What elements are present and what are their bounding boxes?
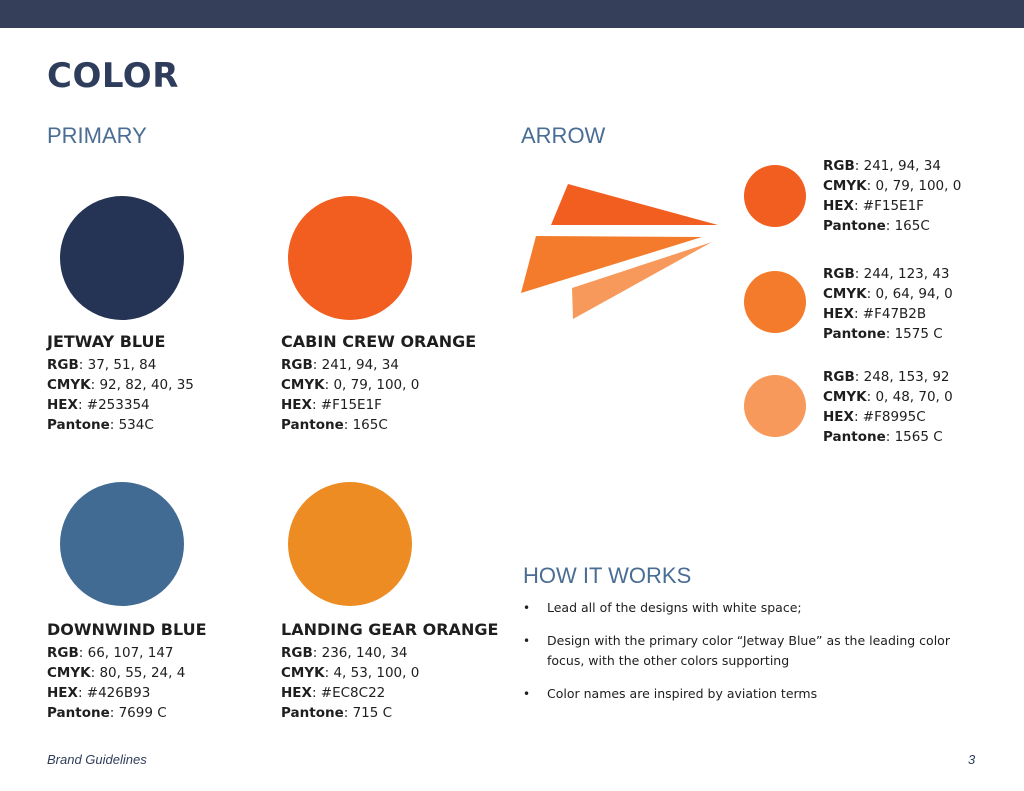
pantone-label: Pantone <box>823 429 886 445</box>
hex-value: #F47B2B <box>862 306 927 322</box>
pantone-line: Pantone: 1575 C <box>823 326 943 342</box>
hex-value: #253354 <box>86 397 150 413</box>
cmyk-line: CMYK: 80, 55, 24, 4 <box>47 665 186 681</box>
hex-label: HEX <box>47 397 78 413</box>
cmyk-line: CMYK: 4, 53, 100, 0 <box>281 665 420 681</box>
rgb-line: RGB: 241, 94, 34 <box>823 158 941 174</box>
color-spec-arrow-1 <box>823 156 961 236</box>
pantone-value: 7699 C <box>118 705 167 721</box>
rgb-line: RGB: 66, 107, 147 <box>47 645 174 661</box>
cmyk-value: 80, 55, 24, 4 <box>99 665 186 681</box>
cmyk-line: CMYK: 92, 82, 40, 35 <box>47 377 194 393</box>
cmyk-value: 4, 53, 100, 0 <box>333 665 420 681</box>
hex-label: HEX <box>281 397 312 413</box>
rgb-value: 248, 153, 92 <box>863 369 950 385</box>
hex-line: HEX: #EC8C22 <box>281 685 386 701</box>
swatch-landing-gear-orange <box>288 482 412 606</box>
hex-label: HEX <box>47 685 78 701</box>
rgb-line: RGB: 248, 153, 92 <box>823 369 950 385</box>
color-name: LANDING GEAR ORANGE <box>281 620 499 639</box>
hex-value: #426B93 <box>86 685 151 701</box>
list-item-text: Color names are inspired by aviation terms <box>547 686 818 701</box>
cmyk-label: CMYK <box>823 389 867 405</box>
cmyk-line: CMYK: 0, 79, 100, 0 <box>281 377 420 393</box>
pantone-line: Pantone: 1565 C <box>823 429 943 445</box>
rgb-value: 37, 51, 84 <box>87 357 157 373</box>
pantone-line: Pantone: 7699 C <box>47 705 167 721</box>
rgb-value: 236, 140, 34 <box>321 645 408 661</box>
rgb-value: 66, 107, 147 <box>87 645 174 661</box>
rgb-line: RGB: 236, 140, 34 <box>281 645 408 661</box>
hex-label: HEX <box>823 306 854 322</box>
page-number: 3 <box>968 752 976 767</box>
color-spec-arrow-3 <box>823 367 953 447</box>
pantone-line: Pantone: 534C <box>47 417 154 433</box>
rgb-label: RGB <box>281 357 313 373</box>
rgb-line: RGB: 244, 123, 43 <box>823 266 950 282</box>
swatch-arrow-1 <box>744 165 806 227</box>
pantone-line: Pantone: 715 C <box>281 705 393 721</box>
pantone-line: Pantone: 165C <box>823 218 930 234</box>
cmyk-value: 0, 64, 94, 0 <box>875 286 953 302</box>
pantone-label: Pantone <box>47 417 110 433</box>
cmyk-label: CMYK <box>47 377 91 393</box>
swatch-downwind-blue <box>60 482 184 606</box>
pantone-value: 715 C <box>352 705 393 721</box>
cmyk-line: CMYK: 0, 64, 94, 0 <box>823 286 953 302</box>
hex-line: HEX: #426B93 <box>47 685 151 701</box>
color-name: DOWNWIND BLUE <box>47 620 207 639</box>
hex-value: #EC8C22 <box>320 685 386 701</box>
pantone-label: Pantone <box>281 417 344 433</box>
page-title: COLOR <box>47 56 179 96</box>
hex-value: #F15E1F <box>862 198 924 214</box>
cmyk-value: 0, 79, 100, 0 <box>333 377 420 393</box>
rgb-value: 241, 94, 34 <box>863 158 941 174</box>
cmyk-label: CMYK <box>823 286 867 302</box>
arrow-shard-top <box>551 184 718 225</box>
pantone-value: 165C <box>352 417 388 433</box>
color-spec-arrow-2 <box>823 264 953 344</box>
hex-line: HEX: #253354 <box>47 397 150 413</box>
rgb-label: RGB <box>823 369 855 385</box>
cmyk-label: CMYK <box>281 377 325 393</box>
hex-label: HEX <box>823 198 854 214</box>
pantone-label: Pantone <box>281 705 344 721</box>
section-heading-how-it-works: HOW IT WORKS <box>523 563 692 588</box>
hex-value: #F15E1F <box>320 397 382 413</box>
hex-line: HEX: #F15E1F <box>823 198 924 214</box>
pantone-value: 1575 C <box>894 326 943 342</box>
cmyk-value: 0, 48, 70, 0 <box>875 389 953 405</box>
rgb-value: 241, 94, 34 <box>321 357 399 373</box>
list-item <box>520 631 960 671</box>
cmyk-value: 92, 82, 40, 35 <box>99 377 194 393</box>
cmyk-line: CMYK: 0, 48, 70, 0 <box>823 389 953 405</box>
header-bar <box>0 0 1024 28</box>
swatch-arrow-2 <box>744 271 806 333</box>
hex-label: HEX <box>823 409 854 425</box>
bullet-icon: • <box>523 634 531 648</box>
color-name: CABIN CREW ORANGE <box>281 332 477 351</box>
cmyk-value: 0, 79, 100, 0 <box>875 178 962 194</box>
rgb-label: RGB <box>281 645 313 661</box>
swatch-arrow-3 <box>744 375 806 437</box>
hex-line: HEX: #F15E1F <box>281 397 382 413</box>
swatch-jetway-blue <box>60 196 184 320</box>
pantone-label: Pantone <box>823 218 886 234</box>
hex-value: #F8995C <box>862 409 926 425</box>
section-heading-arrow: ARROW <box>521 123 606 148</box>
rgb-label: RGB <box>823 266 855 282</box>
bullet-icon: • <box>523 601 531 615</box>
bullet-icon: • <box>523 687 531 701</box>
rgb-value: 244, 123, 43 <box>863 266 950 282</box>
color-spec-jetway-blue <box>47 332 194 435</box>
cmyk-label: CMYK <box>281 665 325 681</box>
list-item <box>520 684 960 704</box>
hex-label: HEX <box>281 685 312 701</box>
rgb-line: RGB: 37, 51, 84 <box>47 357 157 373</box>
pantone-value: 165C <box>894 218 930 234</box>
section-heading-primary: PRIMARY <box>47 123 147 148</box>
list-item-text: Design with the primary color “Jetway Blue” as the leading color focus, with the other colors supporting <box>547 633 950 668</box>
color-name: JETWAY BLUE <box>47 332 166 351</box>
hex-line: HEX: #F47B2B <box>823 306 927 322</box>
pantone-label: Pantone <box>47 705 110 721</box>
pantone-line: Pantone: 165C <box>281 417 388 433</box>
swatch-cabin-crew-orange <box>288 196 412 320</box>
color-spec-landing-gear-orange <box>281 620 498 723</box>
footer-brand-guidelines: Brand Guidelines <box>47 752 147 767</box>
cmyk-label: CMYK <box>823 178 867 194</box>
pantone-value: 534C <box>118 417 154 433</box>
rgb-line: RGB: 241, 94, 34 <box>281 357 399 373</box>
how-it-works-list <box>520 598 960 717</box>
arrow-logo-icon <box>518 180 722 322</box>
cmyk-label: CMYK <box>47 665 91 681</box>
pantone-label: Pantone <box>823 326 886 342</box>
color-spec-cabin-crew-orange <box>281 332 476 435</box>
hex-line: HEX: #F8995C <box>823 409 926 425</box>
list-item <box>520 598 960 618</box>
rgb-label: RGB <box>47 357 79 373</box>
pantone-value: 1565 C <box>894 429 943 445</box>
list-item-text: Lead all of the designs with white space; <box>547 600 802 615</box>
rgb-label: RGB <box>823 158 855 174</box>
color-spec-downwind-blue <box>47 620 207 723</box>
rgb-label: RGB <box>47 645 79 661</box>
cmyk-line: CMYK: 0, 79, 100, 0 <box>823 178 962 194</box>
